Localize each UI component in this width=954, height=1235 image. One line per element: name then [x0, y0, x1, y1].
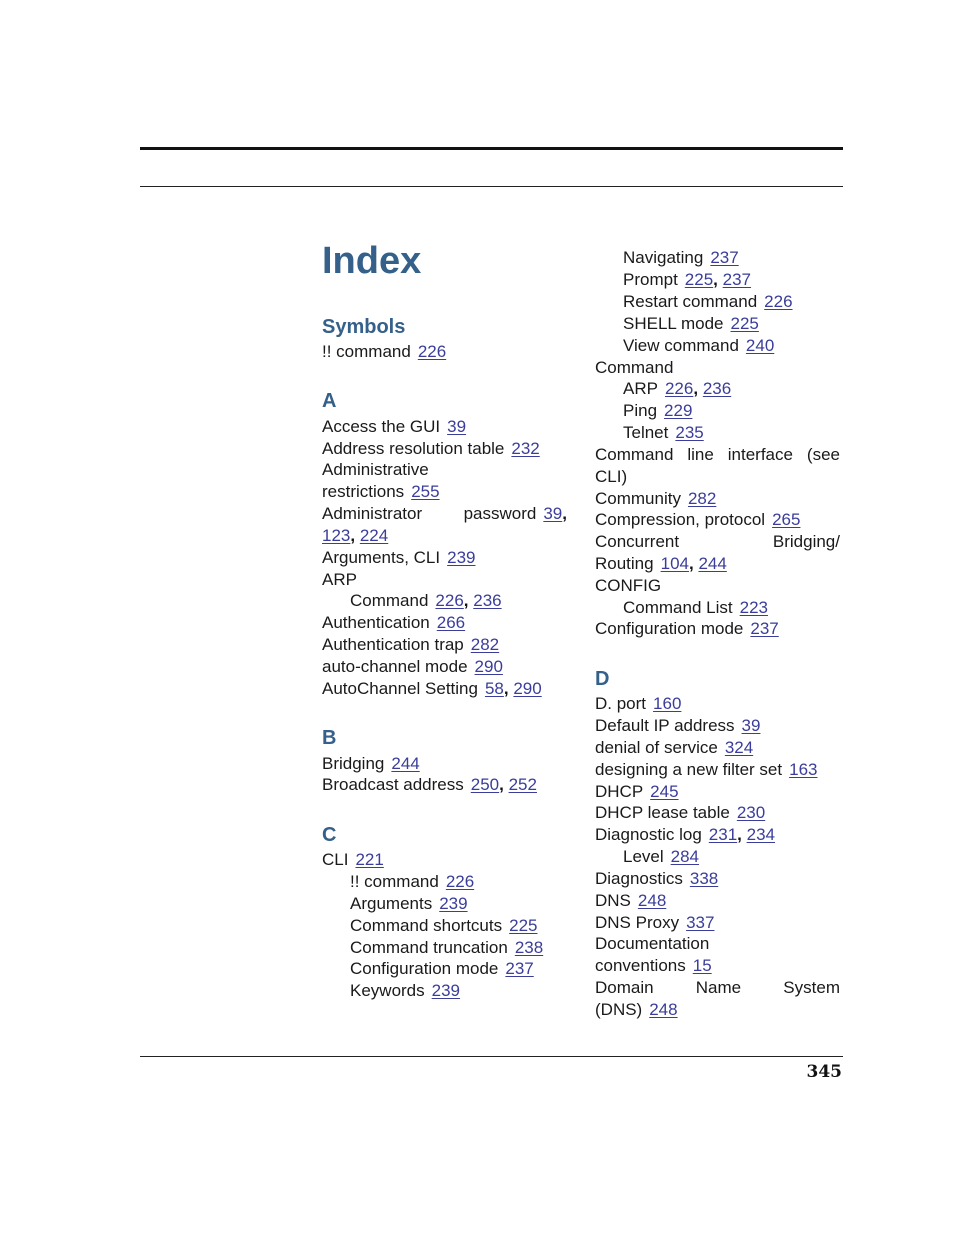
index-entry: Authentication 266 [322, 613, 466, 632]
index-entry: DHCP lease table 230 [595, 803, 766, 822]
index-entry: Configuration mode 237 [595, 619, 779, 638]
page-link[interactable]: 163 [789, 760, 818, 779]
index-subentry: Arguments 239 [350, 894, 468, 913]
index-entry: CLI) [595, 467, 628, 486]
page-link[interactable]: 338 [689, 869, 719, 888]
index-subentry: Command truncation 238 [350, 938, 544, 957]
page-link[interactable]: 282 [470, 635, 500, 654]
index-entry: Broadcast address 250, 252 [322, 775, 537, 794]
index-entry: Bridging 244 [322, 754, 420, 773]
page-link[interactable]: 226 [417, 342, 447, 361]
page-link[interactable]: 290 [474, 657, 503, 676]
header-rule-thin [140, 186, 843, 187]
index-entry: Routing 104, 244 [595, 554, 727, 573]
page-link[interactable]: 239 [439, 894, 468, 913]
index-subentry: Configuration mode 237 [350, 959, 534, 978]
footer-rule [140, 1056, 843, 1057]
page-link[interactable]: 226 [435, 591, 464, 610]
index-subentry: SHELL mode 225 [623, 314, 759, 333]
page-link[interactable]: 324 [724, 738, 754, 757]
index-subentry: Keywords 239 [350, 981, 461, 1000]
page-link[interactable]: 255 [411, 482, 440, 501]
page-link[interactable]: 229 [664, 401, 693, 420]
page-link[interactable]: 39 [741, 716, 761, 735]
section-heading-c: C [322, 824, 337, 846]
page-link[interactable]: 15 [692, 956, 712, 975]
index-entry: CLI 221 [322, 850, 384, 869]
page-link[interactable]: 225 [684, 270, 714, 289]
page-link[interactable]: 58 [484, 679, 504, 698]
index-entry: Domain Name System [595, 978, 840, 997]
page-link[interactable]: 224 [359, 526, 389, 545]
page-link[interactable]: 226 [664, 379, 694, 398]
index-entry: Address resolution table 232 [322, 439, 540, 458]
index-entry: Diagnostic log 231, 234 [595, 825, 775, 844]
section-heading-a: A [322, 390, 337, 412]
page-link[interactable]: 337 [686, 913, 715, 932]
page-link[interactable]: 244 [698, 554, 727, 573]
index-entry: Command [595, 358, 674, 377]
page-link[interactable]: 239 [447, 548, 476, 567]
index-entry: Concurrent Bridging/ [595, 532, 840, 551]
page-link[interactable]: 290 [513, 679, 542, 698]
page-link[interactable]: 235 [675, 423, 704, 442]
index-entry: Arguments, CLI 239 [322, 548, 476, 567]
index-entry: D. port 160 [595, 694, 682, 713]
page-link[interactable]: 248 [649, 1000, 678, 1019]
page-link[interactable]: 39 [543, 504, 563, 523]
section-heading-d: D [595, 668, 610, 690]
page-link[interactable]: 252 [508, 775, 537, 794]
index-entry: Administrative [322, 460, 429, 479]
index-entry: ARP [322, 570, 357, 589]
page-link[interactable]: 231 [708, 825, 738, 844]
index-entry: Diagnostics 338 [595, 869, 719, 888]
page-link[interactable]: 245 [650, 782, 679, 801]
page-link[interactable]: 238 [514, 938, 544, 957]
page-link[interactable]: 226 [764, 292, 793, 311]
index-entry: Community 282 [595, 489, 717, 508]
index-subentry: Prompt 225, 237 [623, 270, 752, 289]
index-subentry: View command 240 [623, 336, 775, 355]
page-link[interactable]: 284 [670, 847, 700, 866]
index-subentry: Telnet 235 [623, 423, 704, 442]
page-link[interactable]: 123 [322, 526, 351, 545]
index-entry: restrictions 255 [322, 482, 440, 501]
page-link[interactable]: 39 [447, 417, 467, 436]
index-entry: denial of service 324 [595, 738, 754, 757]
page-link[interactable]: 223 [739, 598, 768, 617]
index-entry: auto-channel mode 290 [322, 657, 503, 676]
index-entry: 123, 224 [322, 526, 389, 545]
page-link[interactable]: 248 [637, 891, 667, 910]
page-link[interactable]: 236 [473, 591, 502, 610]
index-entry: Default IP address 39 [595, 716, 761, 735]
page-link[interactable]: 226 [445, 872, 475, 891]
page-link[interactable]: 236 [702, 379, 732, 398]
index-entry: Access the GUI 39 [322, 417, 467, 436]
index-subentry: Restart command 226 [623, 292, 793, 311]
page-link[interactable]: 237 [722, 270, 752, 289]
index-entry: Authentication trap 282 [322, 635, 500, 654]
index-subentry: !! command 226 [350, 872, 475, 891]
page-link[interactable]: 225 [509, 916, 538, 935]
index-entry: DNS Proxy 337 [595, 913, 715, 932]
page-link[interactable]: 244 [391, 754, 420, 773]
index-entry: conventions 15 [595, 956, 712, 975]
page-link[interactable]: 232 [511, 439, 540, 458]
index-entry: Compression, protocol 265 [595, 510, 801, 529]
page-link[interactable]: 230 [736, 803, 766, 822]
page-link[interactable]: 250 [470, 775, 500, 794]
index-subentry: Command shortcuts 225 [350, 916, 538, 935]
index-subentry: Command 226, 236 [350, 591, 502, 610]
page-title: Index [322, 240, 422, 282]
index-subentry: Navigating 237 [623, 248, 739, 267]
index-entry: Administrator password 39, [322, 504, 567, 523]
page-link[interactable]: 104 [660, 554, 689, 573]
page-link[interactable]: 266 [436, 613, 466, 632]
index-entry: AutoChannel Setting 58, 290 [322, 679, 542, 698]
index-subentry: Command List 223 [623, 598, 768, 617]
page-link[interactable]: 237 [710, 248, 739, 267]
page-link[interactable]: 240 [745, 336, 775, 355]
page-link[interactable]: 282 [687, 489, 717, 508]
page-link[interactable]: 265 [772, 510, 801, 529]
page-link[interactable]: 160 [653, 694, 682, 713]
index-entry: Command line interface (see [595, 445, 840, 464]
index-entry: (DNS) 248 [595, 1000, 678, 1019]
index-subentry: Level 284 [623, 847, 700, 866]
index-subentry: ARP 226, 236 [623, 379, 732, 398]
index-entry: DHCP 245 [595, 782, 679, 801]
page-link[interactable]: 237 [750, 619, 779, 638]
page-number: 345 [806, 1062, 842, 1082]
page-link[interactable]: 239 [431, 981, 461, 1000]
index-entry: DNS 248 [595, 891, 667, 910]
header-rule-thick [140, 147, 843, 150]
index-entry: !! command 226 [322, 342, 447, 361]
section-heading-symbols: Symbols [322, 316, 406, 338]
index-entry: designing a new filter set 163 [595, 760, 818, 779]
page-link[interactable]: 221 [355, 850, 384, 869]
section-heading-b: B [322, 727, 337, 749]
page-link[interactable]: 237 [505, 959, 534, 978]
index-entry: Documentation [595, 934, 710, 953]
page-link[interactable]: 225 [730, 314, 759, 333]
index-entry: CONFIG [595, 576, 662, 595]
index-subentry: Ping 229 [623, 401, 693, 420]
page-link[interactable]: 234 [746, 825, 775, 844]
